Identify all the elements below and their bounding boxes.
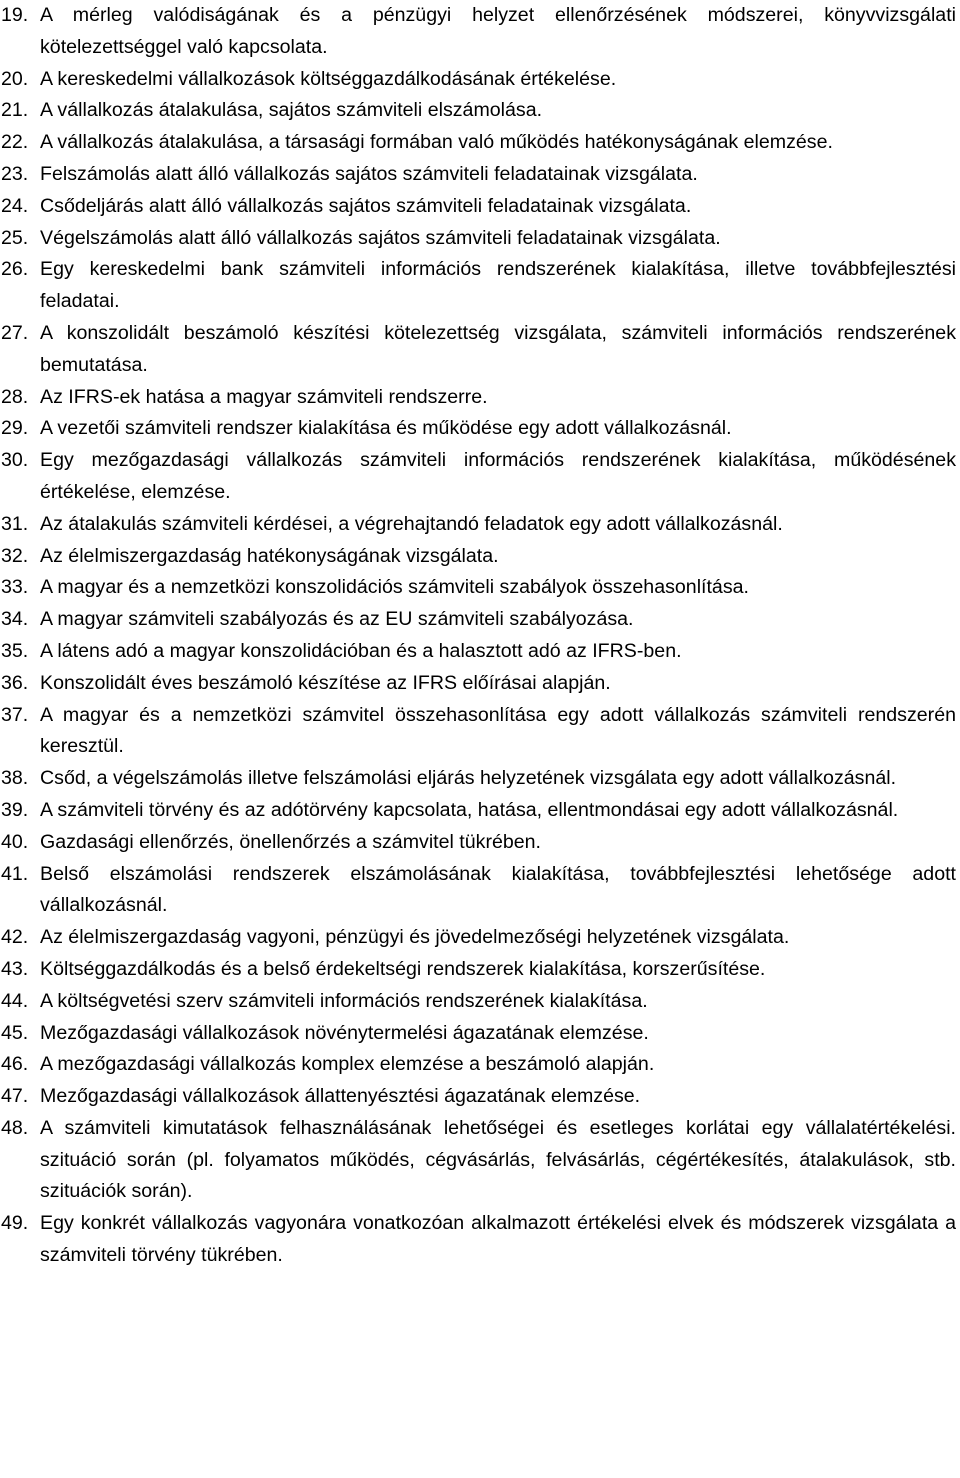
item-text: Mezőgazdasági vállalkozások állattenyésztési ágazatának elemzése. xyxy=(40,1085,641,1108)
item-number: 28. xyxy=(1,385,29,408)
list-item xyxy=(0,159,960,191)
item-number: 35. xyxy=(1,639,29,662)
item-number: 20. xyxy=(1,67,29,90)
list-item xyxy=(0,859,960,923)
item-number: 36. xyxy=(1,671,29,694)
item-text: Egy mezőgazdasági vállalkozás számviteli információs rendszerének kialakítása, működésének értékelése, elemzése. xyxy=(40,449,956,503)
item-text: A vezetői számviteli rendszer kialakítása és működése egy adott vállalkozásnál. xyxy=(40,417,732,440)
list-item xyxy=(0,1081,960,1113)
list-item xyxy=(0,636,960,668)
list-item xyxy=(0,1113,960,1208)
item-number: 21. xyxy=(1,99,29,122)
item-number: 30. xyxy=(1,449,29,472)
list-item xyxy=(0,604,960,636)
item-number: 44. xyxy=(1,989,29,1012)
item-text: A vállalkozás átalakulása, a társasági formában való működés hatékonyságának elemzése. xyxy=(40,131,833,154)
item-number: 41. xyxy=(1,862,29,885)
item-text: A magyar és a nemzetközi konszolidációs számviteli szabályok összehasonlítása. xyxy=(40,576,749,599)
list-item xyxy=(0,509,960,541)
item-text: A vállalkozás átalakulása, sajátos számviteli elszámolása. xyxy=(40,99,543,122)
list-item xyxy=(0,1018,960,1050)
list-item xyxy=(0,254,960,318)
item-text: A mezőgazdasági vállalkozás komplex elemzése a beszámoló alapján. xyxy=(40,1053,655,1076)
item-text: Belső elszámolási rendszerek elszámolásának kialakítása, továbbfejlesztési lehetősége adott vállalkozásnál. xyxy=(40,862,956,917)
item-text: A kereskedelmi vállalkozások költséggazdálkodásának értékelése. xyxy=(40,67,617,90)
item-number: 23. xyxy=(1,162,29,185)
list-item xyxy=(0,668,960,700)
list-item xyxy=(0,763,960,795)
list-item xyxy=(0,223,960,255)
list-item xyxy=(0,572,960,604)
item-number: 26. xyxy=(1,258,29,281)
list-item xyxy=(0,827,960,859)
item-text: Gazdasági ellenőrzés, önellenőrzés a számvitel tükrében. xyxy=(40,830,541,853)
item-number: 38. xyxy=(1,767,29,790)
list-item xyxy=(0,127,960,159)
item-text: Konszolidált éves beszámoló készítése az IFRS előírásai alapján. xyxy=(40,671,611,694)
item-number: 37. xyxy=(1,703,29,726)
list-item xyxy=(0,413,960,445)
item-number: 40. xyxy=(1,830,29,853)
item-number: 33. xyxy=(1,576,29,599)
list-item xyxy=(0,922,960,954)
item-text: Az élelmiszergazdaság vagyoni, pénzügyi és jövedelmezőségi helyzetének vizsgálata. xyxy=(40,926,790,949)
list-item xyxy=(0,0,960,64)
list-item xyxy=(0,382,960,414)
item-text: Költséggazdálkodás és a belső érdekeltségi rendszerek kialakítása, korszerűsítése. xyxy=(40,957,766,980)
item-number: 25. xyxy=(1,226,29,249)
item-text: Csődeljárás alatt álló vállalkozás sajátos számviteli feladatainak vizsgálata. xyxy=(40,194,692,217)
item-text: Mezőgazdasági vállalkozások növénytermelési ágazatának elemzése. xyxy=(40,1021,649,1044)
item-number: 32. xyxy=(1,544,29,567)
item-number: 45. xyxy=(1,1021,29,1044)
item-text: A számviteli törvény és az adótörvény kapcsolata, hatása, ellentmondásai egy adott vállalkozásnál. xyxy=(40,798,899,821)
item-number: 47. xyxy=(1,1085,29,1108)
item-text: A számviteli kimutatások felhasználásának lehetőségei és esetleges korlátai egy vállalatértékelési. szituáció során (pl. folyamatos működés, cégvásárlás, felvásárlás, cégértékesítés, átalakulások, stb. szituációk során). xyxy=(40,1116,956,1203)
item-text: A konszolidált beszámoló készítési kötelezettség vizsgálata, számviteli információs rendszerének bemutatása. xyxy=(40,321,956,376)
list-item xyxy=(0,1208,960,1272)
item-text: A magyar és a nemzetközi számvitel összehasonlítása egy adott vállalkozás számviteli rendszerén keresztül. xyxy=(40,703,956,758)
item-number: 24. xyxy=(1,194,29,217)
item-text: Az IFRS-ek hatása a magyar számviteli rendszerre. xyxy=(40,385,488,408)
item-number: 46. xyxy=(1,1053,29,1076)
item-number: 42. xyxy=(1,926,29,949)
item-number: 31. xyxy=(1,512,29,535)
list-item xyxy=(0,64,960,96)
list-item xyxy=(0,541,960,573)
item-text: Az átalakulás számviteli kérdései, a végrehajtandó feladatok egy adott vállalkozásnál. xyxy=(40,512,783,535)
item-text: Egy kereskedelmi bank számviteli információs rendszerének kialakítása, illetve továbbfejlesztési feladatai. xyxy=(40,258,956,313)
item-number: 48. xyxy=(1,1116,29,1139)
item-number: 19. xyxy=(1,4,29,26)
list-item xyxy=(0,795,960,827)
item-number: 22. xyxy=(1,131,29,154)
item-number: 43. xyxy=(1,957,29,980)
list-item xyxy=(0,191,960,223)
item-number: 49. xyxy=(1,1212,29,1235)
item-text: A költségvetési szerv számviteli információs rendszerének kialakítása. xyxy=(40,989,648,1012)
list-item xyxy=(0,986,960,1018)
item-number: 29. xyxy=(1,417,29,440)
item-text: A magyar számviteli szabályozás és az EU számviteli szabályozása. xyxy=(40,608,634,631)
item-text: Csőd, a végelszámolás illetve felszámolási eljárás helyzetének vizsgálata egy adott vállalkozásnál. xyxy=(40,767,897,790)
list-item xyxy=(0,95,960,127)
list-item xyxy=(0,1049,960,1081)
list-item xyxy=(0,318,960,382)
item-text: A mérleg valódiságának és a pénzügyi helyzet ellenőrzésének módszerei, könyvvizsgálati kötelezettséggel való kapcsolata. xyxy=(40,4,956,58)
item-text: A látens adó a magyar konszolidációban és a halasztott adó az IFRS-ben. xyxy=(40,639,682,662)
list-item xyxy=(0,700,960,764)
item-text: Felszámolás alatt álló vállalkozás sajátos számviteli feladatainak vizsgálata. xyxy=(40,162,698,185)
item-number: 27. xyxy=(1,321,29,344)
item-number: 39. xyxy=(1,798,29,821)
list-item xyxy=(0,954,960,986)
item-text: Végelszámolás alatt álló vállalkozás sajátos számviteli feladatainak vizsgálata. xyxy=(40,226,721,249)
list-item xyxy=(0,445,960,509)
item-text: Az élelmiszergazdaság hatékonyságának vizsgálata. xyxy=(40,544,499,567)
item-number: 34. xyxy=(1,608,29,631)
item-text: Egy konkrét vállalkozás vagyonára vonatkozóan alkalmazott értékelési elvek és módszerek vizsgálata a számviteli törvény tükrében. xyxy=(40,1212,956,1267)
